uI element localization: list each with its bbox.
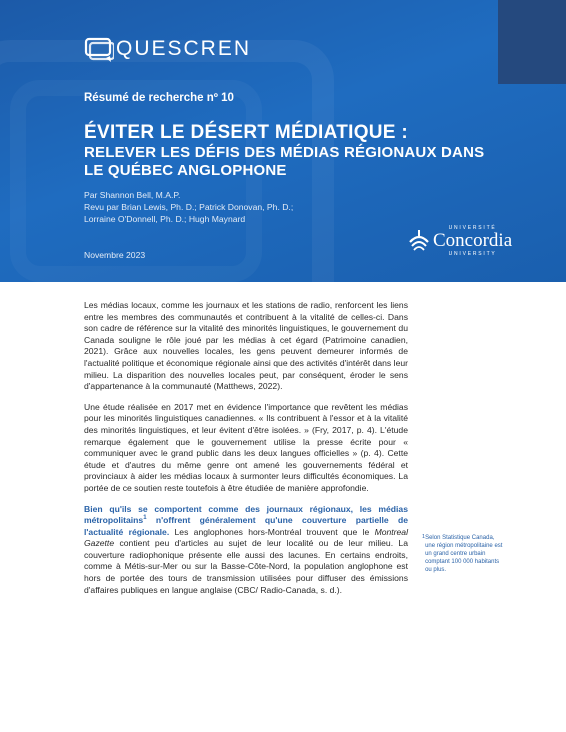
footnote [422,534,504,574]
logo-text: QUESCREN [116,37,252,60]
concordia-top-label: UNIVERSITÉ [448,225,497,231]
title-line-2: RELEVER LES DÉFIS DES MÉDIAS RÉGIONAUX DANS [84,144,485,161]
quescren-logo [84,36,251,62]
highlight-a: Bien qu'ils se comportent comme des journaux régionaux, les médias métropolitains [84,503,408,526]
author-line: Par Shannon Bell, M.A.P. [84,190,181,200]
body-text [84,300,408,605]
byline [84,189,293,225]
concordia-logo [408,225,512,257]
title-line-1: ÉVITER LE DÉSERT MÉDIATIQUE : [84,122,408,143]
footnote-number: 1 [422,534,426,540]
paragraph-3-text-a: Les anglophones hors-Montréal trouvent que le [169,526,375,537]
corner-block [498,0,566,84]
paragraph-2: Une étude réalisée en 2017 met en évidence l'importance que revêtent les médias pour les minorités linguistiques canadiennes. « Ils contribuent à l'essor et à la vitalité des minorités linguistiques, et leur évitent d'être isolées. » (Fry, 2017, p. 4). L'étude remarque également que le gouvernement utilise la presse écrite pour « communiquer avec le grand public dans les deux langues officielles » (p. 4). Cette étude et d'autres du même genre ont amené les gouvernements fédéral et provinciaux à aider les médias locaux à surmonter leurs difficultés économiques. La portée de ce soutien reste toutefois à être étudiée de manière approfondie. [84,401,408,493]
concordia-wordmark [433,225,512,257]
highlight-b: n'offrent généralement qu'une couverture partielle de l'actualité régionale. [84,515,408,537]
reviewers-line-2: Lorraine O'Donnell, Ph. D.; Hugh Maynard [84,214,246,224]
paragraph-1: Les médias locaux, comme les journaux et les stations de radio, renforcent les liens entre les membres des communautés et contribuent à la vitalité de celles-ci. Dans son cadre de référence sur la vitalité des minorités linguistiques, le gouvernement du Canada souligne le rôle joué par les médias à cet égard (Patrimoine canadien, 2021). Grâce aux nouvelles locales, les gens peuvent demeurer informés de l'actualité politique et économique régionale ainsi que des activités d'intérêt dans leur milieu. La disparition des nouvelles locales peut, par conséquent, éroder le sens d'appartenance à la communauté (Matthews, 2022). [84,300,408,392]
paragraph-3-text-b: contient peu d'articles au sujet de leur localité ou de leur milieu. La couverture radiophonique présente elle aussi des lacunes. En certains endroits, comme à Métis-sur-Mer ou sur la Basse-Côte-Nord, la population anglophone est hors de portée des tours de transmission utilisées pour diffuser des émissions d'affaires publiques en langue anglaise (CBC/ Radio-Canada, s. d.). [84,538,408,595]
footnote-ref[interactable]: 1 [143,515,147,522]
concordia-name: Concordia [433,230,513,251]
header-banner [0,0,566,282]
newspaper-title: Montreal Gazette [84,526,408,549]
concordia-emblem-icon [408,228,430,254]
speech-bubble-icon [84,36,114,62]
paragraph-3 [84,504,408,597]
series-label: Résumé de recherche nº 10 [84,92,234,104]
footnote-text: Selon Statistique Canada, une région métropolitaine est un grand centre urbain comptant 100 000 habitants ou plus. [425,535,503,573]
title-line-3: LE QUÉBEC ANGLOPHONE [84,162,287,179]
publication-date: Novembre 2023 [84,250,146,260]
document-title [84,122,524,180]
reviewers-line-1: Revu par Brian Lewis, Ph. D.; Patrick Donovan, Ph. D.; [84,202,294,212]
concordia-bottom-label: UNIVERSITY [448,251,497,257]
